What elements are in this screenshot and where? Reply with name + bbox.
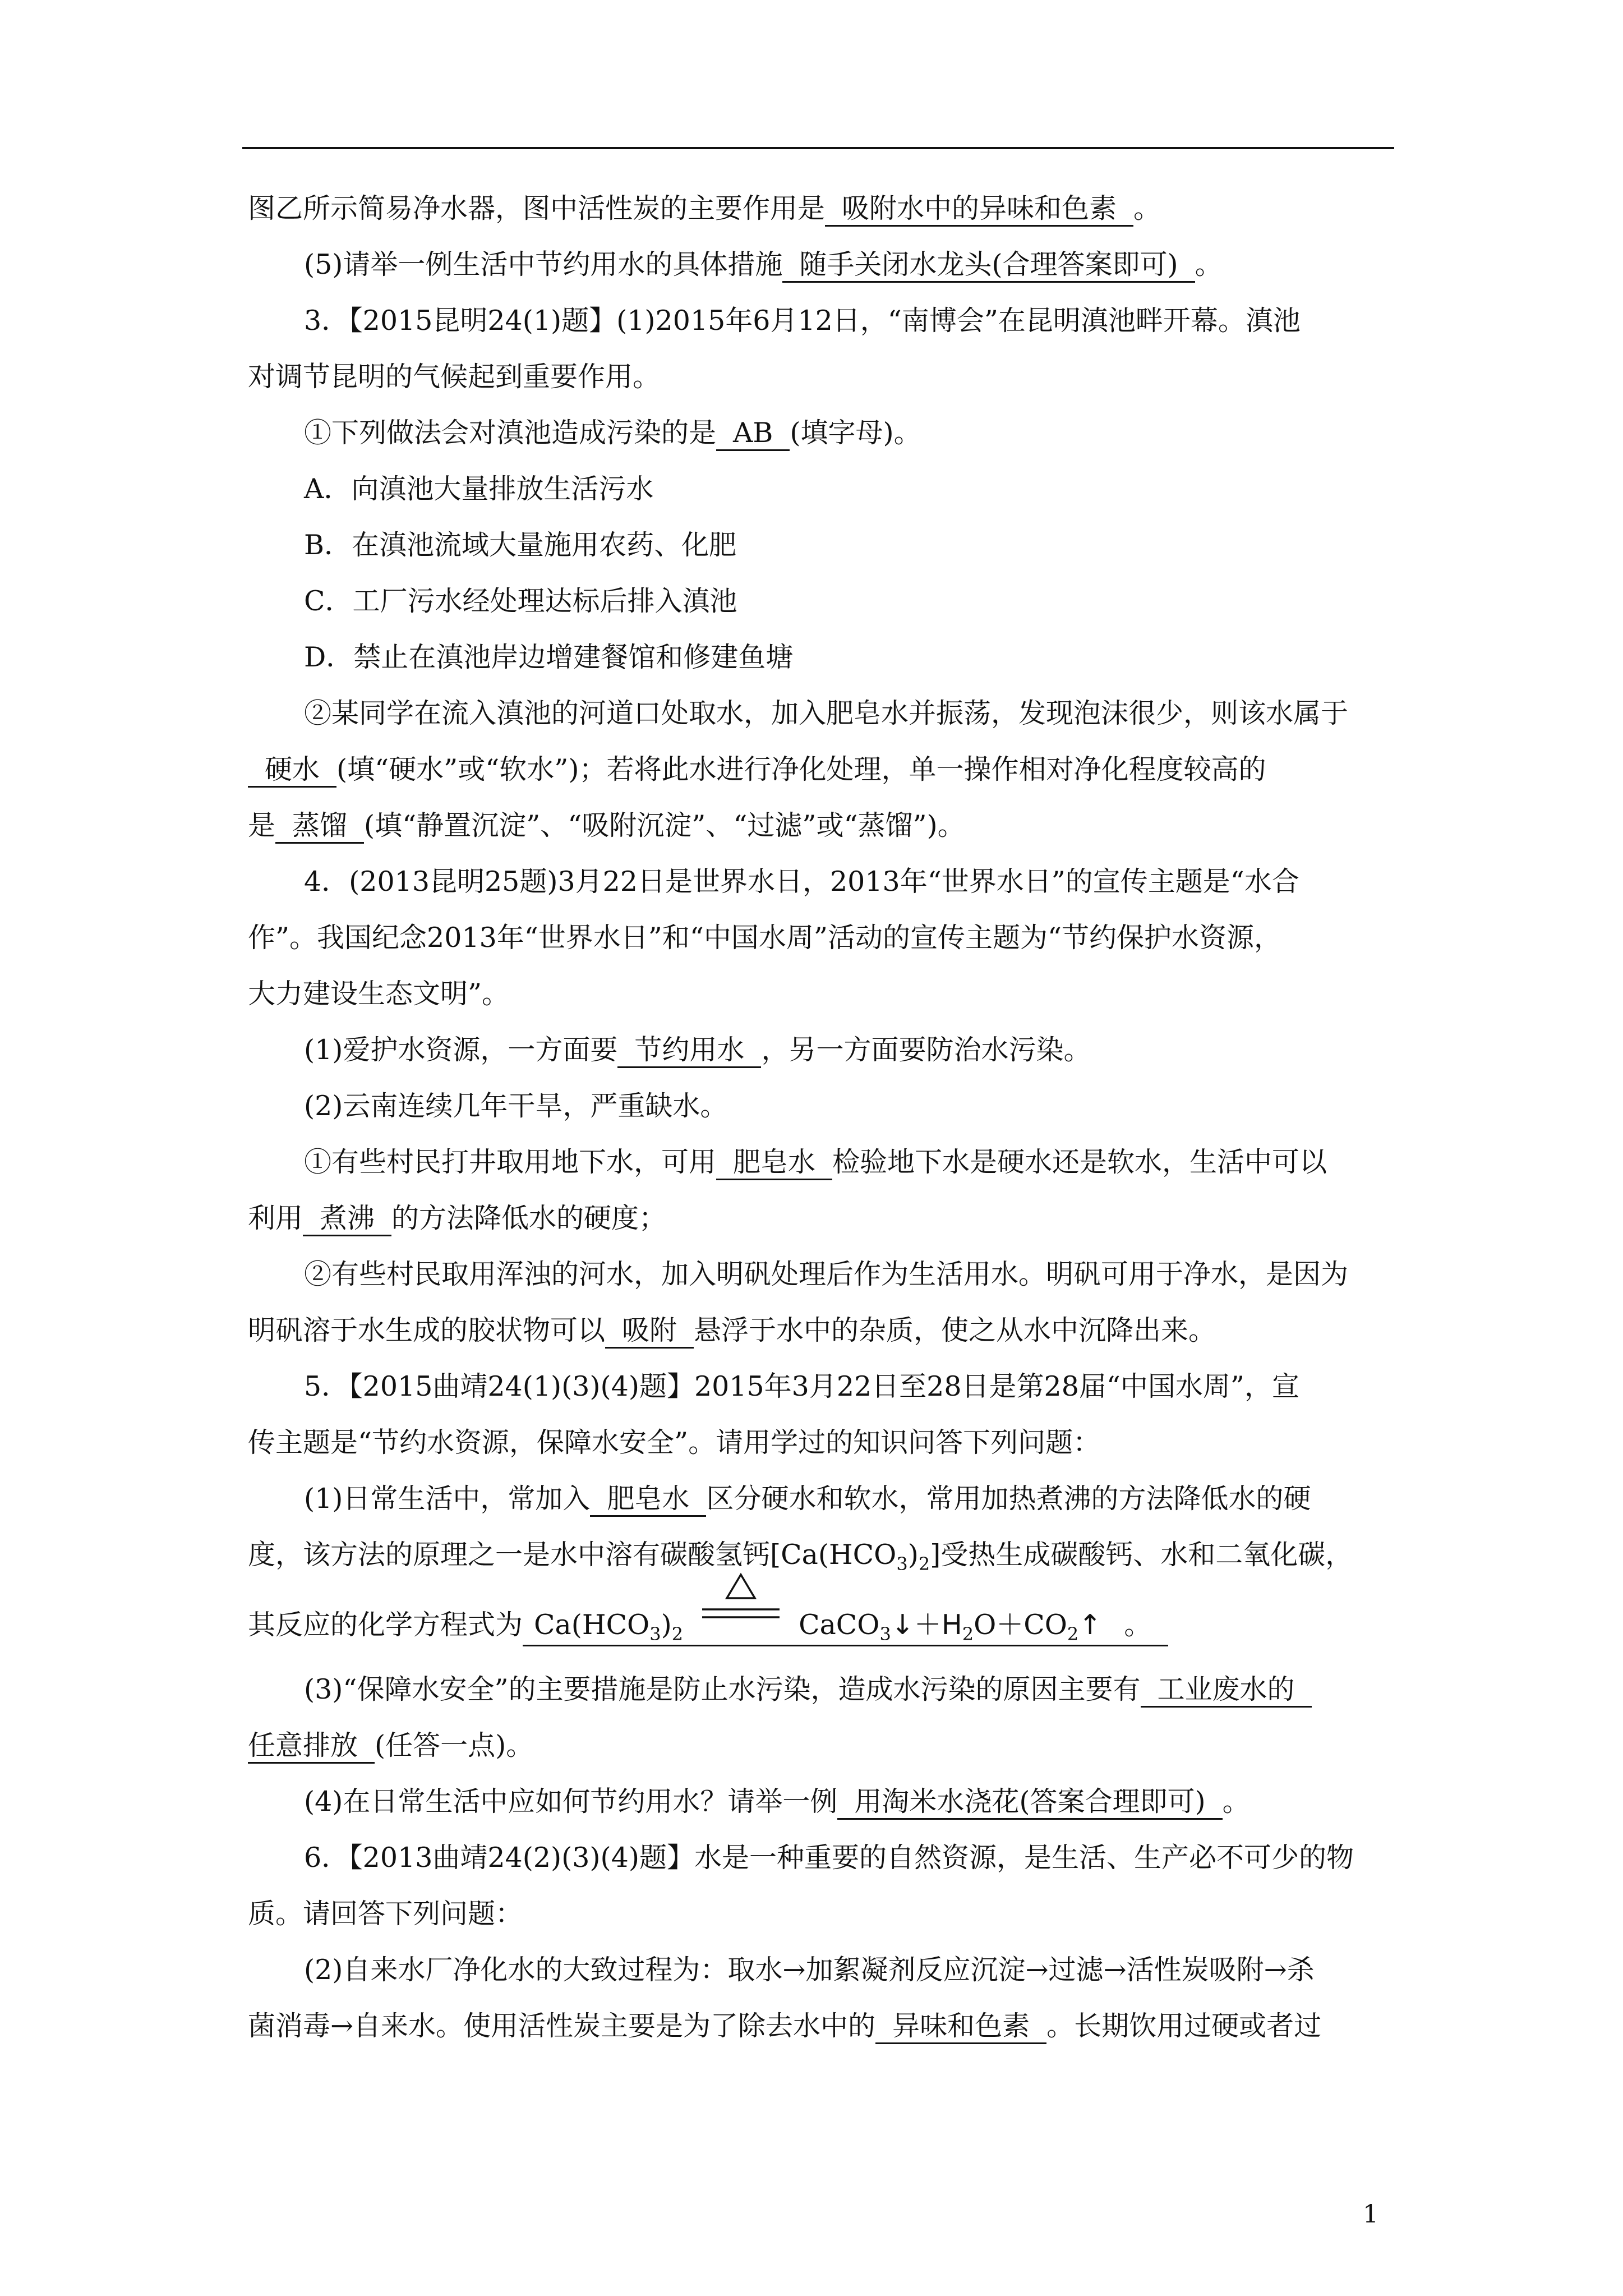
answer-blank: 吸附 xyxy=(605,1314,694,1349)
q6-part-2-line-1: (2)自来水厂净化水的大致过程为：取水→加絮凝剂反应沉淀→过滤→活性炭吸附→杀 xyxy=(304,1954,1315,1986)
text: ) xyxy=(661,1609,672,1641)
q4-sub1-line-2 xyxy=(248,1190,1392,1246)
text: (任答一点)。 xyxy=(375,1729,534,1761)
text: ①下列做法会对滇池造成污染的是 xyxy=(304,417,717,449)
q6-part-2-line-2 xyxy=(248,1998,1392,2054)
text: (4)在日常生活中应如何节约用水？请举一例 xyxy=(304,1786,838,1818)
text: 区分硬水和软水，常用加热煮沸的方法降低水的硬 xyxy=(706,1483,1311,1515)
answer-blank: 蒸馏 xyxy=(275,809,364,844)
text: ) xyxy=(907,1539,919,1571)
q3-option-a: A．向滇池大量排放生活污水 xyxy=(304,473,654,505)
text: 利用 xyxy=(248,1202,303,1234)
q5-part-3-line-1 xyxy=(248,1662,1392,1718)
answer-blank: 用淘米水浇花(答案合理即可) xyxy=(837,1786,1222,1820)
answer-blank: 节约用水 xyxy=(617,1034,761,1068)
q3-option-b: B．在滇池流域大量施用农药、化肥 xyxy=(304,529,737,561)
answer-blank: AB xyxy=(716,417,790,451)
text: ，另一方面要防治水污染。 xyxy=(761,1034,1091,1066)
subscript: 3 xyxy=(896,1553,908,1575)
q3-sub2-line-2 xyxy=(248,742,1392,798)
text: 。 xyxy=(1133,192,1161,224)
text: 。 xyxy=(1222,1786,1250,1818)
q2-line-1 xyxy=(248,181,1392,237)
q4-stem-line-3: 大力建设生态文明”。 xyxy=(248,978,510,1010)
text: 度，该方法的原理之一是水中溶有碳酸氢钙[Ca(HCO xyxy=(248,1539,897,1571)
q3-sub1 xyxy=(248,405,1392,461)
q5-part-3-line-2 xyxy=(248,1718,1392,1774)
q3-option-c: C．工厂污水经处理达标后排入滇池 xyxy=(304,585,737,617)
subscript: 2 xyxy=(918,1553,930,1575)
text: 。 xyxy=(1195,249,1223,280)
q3-sub2-line-3 xyxy=(248,798,1392,854)
q4-sub2-line-1: ②有些村民取用浑浊的河水，加入明矾处理后作为生活用水。明矾可用于净水，是因为 xyxy=(304,1258,1349,1290)
text: (填字母)。 xyxy=(790,417,921,449)
text: 明矾溶于水生成的胶状物可以 xyxy=(248,1314,606,1346)
text: (填“硬水”或“软水”)；若将此水进行净化处理，单一操作相对净化程度较高的 xyxy=(336,753,1266,785)
text: 悬浮于水中的杂质，使之从水中沉降出来。 xyxy=(694,1314,1216,1346)
q4-stem-line-2: 作”。我国纪念2013年“世界水日”和“中国水周”活动的宣传主题为“节约保护水资源， xyxy=(248,922,1282,954)
subscript: 3 xyxy=(649,1623,661,1645)
q2-line-2 xyxy=(248,237,1392,293)
heating-condition-sign xyxy=(699,1612,783,1634)
answer-blank: 吸附水中的异味和色素 xyxy=(825,192,1133,227)
q5-equation-line xyxy=(248,1583,1392,1662)
answer-blank: 肥皂水 xyxy=(716,1146,832,1180)
q5-part-1-line-1 xyxy=(248,1471,1392,1527)
q4-sub1-line-1 xyxy=(248,1134,1392,1190)
q3-option-d: D．禁止在滇池岸边增建餐馆和修建鱼塘 xyxy=(304,641,794,673)
q3-stem-line-1: 3．【2015昆明24(1)题】(1)2015年6月12日，“南博会”在昆明滇池畔开幕。滇池 xyxy=(304,305,1301,337)
q3-sub2-line-1: ②某同学在流入滇池的河道口处取水，加入肥皂水并振荡，发现泡沫很少，则该水属于 xyxy=(304,697,1349,729)
q3-stem-line-2: 对调节昆明的气候起到重要作用。 xyxy=(248,361,661,393)
text: 是 xyxy=(248,809,276,841)
text: ↓＋H xyxy=(891,1609,962,1641)
answer-blank: 随手关闭水龙头(合理答案即可) xyxy=(782,249,1195,283)
subscript: 2 xyxy=(962,1623,974,1645)
text: 。 xyxy=(1124,1609,1152,1641)
text: 的方法降低水的硬度； xyxy=(391,1202,667,1234)
text: CaCO xyxy=(799,1609,880,1641)
text: (1)爱护水资源，一方面要 xyxy=(304,1034,618,1066)
answer-blank: 任意排放 xyxy=(248,1729,375,1764)
text: (5)请举一例生活中节约用水的具体措施 xyxy=(304,249,783,280)
document-body xyxy=(248,181,1392,2054)
answer-blank: 工业废水的 xyxy=(1141,1673,1312,1708)
q4-sub2-line-2 xyxy=(248,1303,1392,1359)
answer-blank: 肥皂水 xyxy=(590,1483,706,1517)
q5-part-4 xyxy=(248,1774,1392,1830)
q5-stem-line-2: 传主题是“节约水资源，保障水安全”。请用学过的知识问答下列问题： xyxy=(248,1427,1101,1458)
q4-part-2: (2)云南连续几年干旱，严重缺水。 xyxy=(304,1090,728,1122)
text: (填“静置沉淀”、“吸附沉淀”、“过滤”或“蒸馏”)。 xyxy=(364,809,965,841)
page-number: 1 xyxy=(1363,2200,1378,2229)
q6-stem-line-1: 6．【2013曲靖24(2)(3)(4)题】水是一种重要的自然资源，是生活、生产必不可少的物 xyxy=(304,1842,1354,1874)
header-rule xyxy=(242,147,1394,149)
text: ]受热生成碳酸钙、水和二氧化碳， xyxy=(930,1539,1353,1571)
text: 其反应的化学方程式为 xyxy=(248,1609,523,1641)
subscript: 2 xyxy=(671,1623,684,1645)
text: (1)日常生活中，常加入 xyxy=(304,1483,591,1515)
answer-blank: 硬水 xyxy=(248,753,336,788)
heat-triangle-icon xyxy=(699,1572,783,1634)
q4-stem-line-1: 4．(2013昆明25题)3月22日是世界水日，2013年“世界水日”的宣传主题是“水合 xyxy=(304,866,1299,898)
q4-part-1 xyxy=(248,1022,1392,1078)
q6-stem-line-2: 质。请回答下列问题： xyxy=(248,1898,523,1930)
q5-stem-line-1: 5．【2015曲靖24(1)(3)(4)题】2015年3月22日至28日是第28届“中国水周”，宣 xyxy=(304,1370,1299,1402)
chemical-equation-answer xyxy=(523,1605,1168,1646)
text: ↑ xyxy=(1078,1609,1102,1641)
text: ①有些村民打井取用地下水，可用 xyxy=(304,1146,717,1178)
subscript: 3 xyxy=(879,1623,891,1645)
subscript: 2 xyxy=(1067,1623,1079,1645)
text: O＋CO xyxy=(974,1609,1067,1641)
q5-part-1-line-2 xyxy=(248,1527,1392,1583)
text: 菌消毒→自来水。使用活性炭主要是为了除去水中的 xyxy=(248,2010,876,2042)
answer-blank: 异味和色素 xyxy=(875,2010,1046,2044)
answer-blank: 煮沸 xyxy=(303,1202,391,1236)
text: 检验地下水是硬水还是软水，生活中可以 xyxy=(832,1146,1327,1178)
text: Ca(HCO xyxy=(534,1609,650,1641)
text: 图乙所示简易净水器，图中活性炭的主要作用是 xyxy=(248,192,826,224)
text: 。长期饮用过硬或者过 xyxy=(1046,2010,1322,2042)
text: (3)“保障水安全”的主要措施是防止水污染，造成水污染的原因主要有 xyxy=(304,1673,1141,1705)
